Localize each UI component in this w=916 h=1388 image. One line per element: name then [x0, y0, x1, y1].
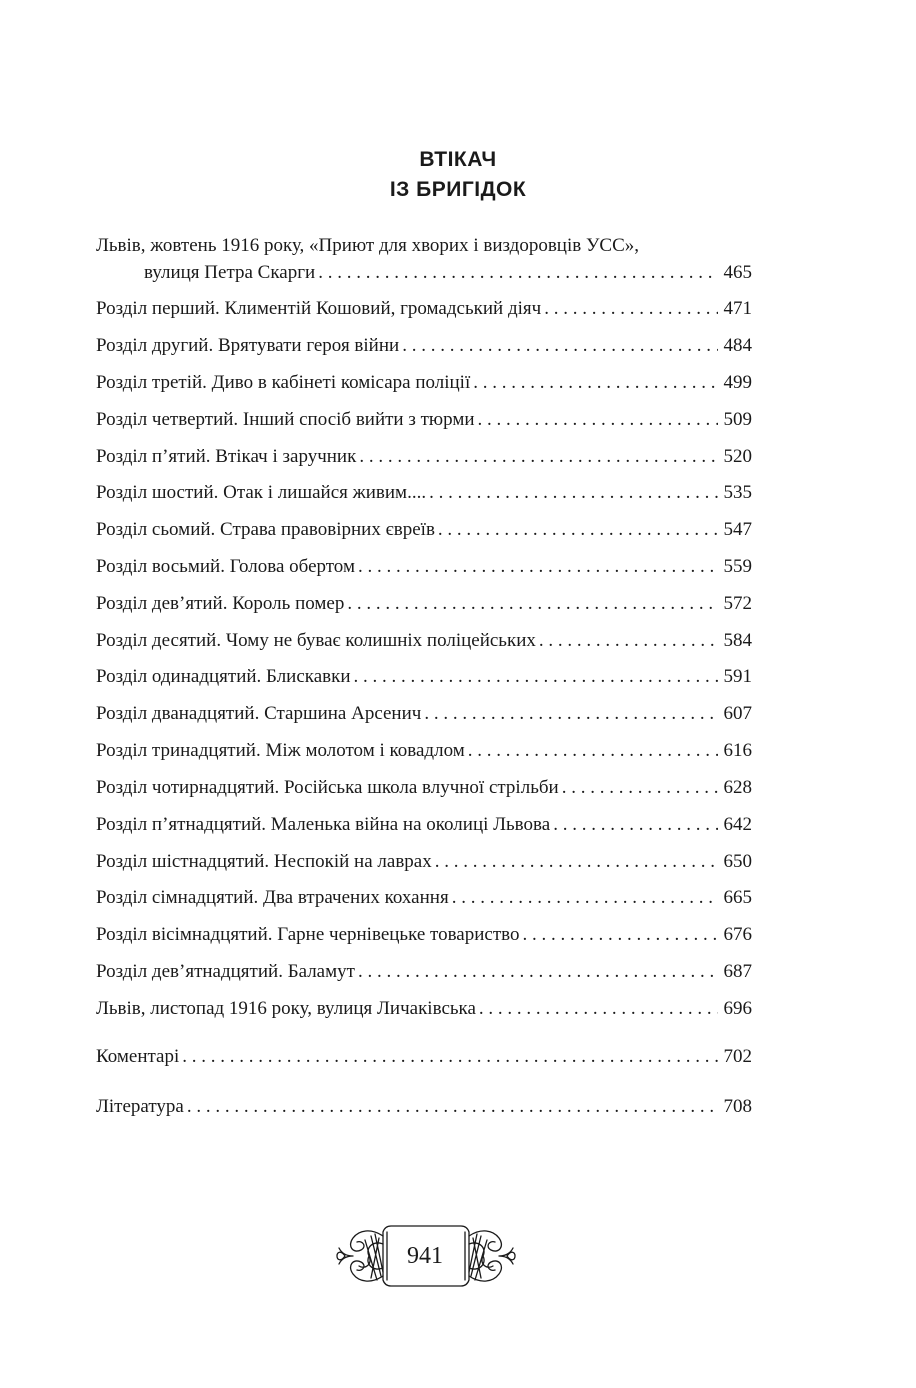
toc-entry-label: Розділ одинадцятий. Блискавки — [96, 666, 351, 687]
leader-dots — [438, 517, 718, 543]
toc-page-number: 708 — [723, 1096, 752, 1117]
leader-dots — [359, 444, 717, 470]
toc-entry-label: Розділ сьомий. Страва правовірних євреїв — [96, 519, 435, 540]
toc-page-number: 584 — [723, 630, 752, 651]
leader-dots — [182, 1044, 717, 1070]
toc-page-number: 484 — [723, 335, 752, 356]
leader-dots — [539, 628, 718, 654]
leader-dots — [473, 370, 717, 396]
toc-page-number: 628 — [723, 777, 752, 798]
section-title-line-1: ВТІКАЧ — [419, 148, 497, 171]
toc-entry[interactable] — [96, 407, 752, 433]
toc-entry-label: Розділ десятий. Чому не буває колишніх поліцейських — [96, 630, 536, 651]
toc-page-number: 509 — [723, 409, 752, 430]
toc-entry[interactable] — [96, 701, 752, 727]
toc-entry[interactable] — [96, 628, 752, 654]
toc-entry-label: Розділ третій. Диво в кабінеті комісара поліції — [96, 372, 471, 393]
toc-entry-label: Розділ чотирнадцятий. Російська школа влучної стрільби — [96, 777, 559, 798]
toc-entry[interactable] — [96, 812, 752, 838]
leader-dots — [435, 849, 718, 875]
toc-entry[interactable] — [96, 885, 752, 911]
toc-entry-label: Розділ четвертий. Інший спосіб вийти з тюрми — [96, 409, 475, 430]
page-number: 941 — [407, 1243, 443, 1269]
toc-entry-label: Львів, листопад 1916 року, вулиця Личаківська — [96, 998, 476, 1019]
toc-entry-literature[interactable] — [96, 1094, 752, 1120]
toc-entry[interactable] — [96, 296, 752, 322]
toc-page-number: 642 — [723, 814, 752, 835]
toc-entry-label: Коментарі — [96, 1046, 180, 1067]
leader-dots — [318, 260, 717, 286]
toc-page-number: 702 — [723, 1046, 752, 1067]
toc-page-number: 535 — [723, 482, 752, 503]
toc-entry[interactable] — [96, 444, 752, 470]
toc-entry[interactable] — [96, 517, 752, 543]
toc-entry-label: Розділ восьмий. Голова обертом — [96, 556, 355, 577]
toc-page-number: 559 — [723, 556, 752, 577]
toc-page-number: 591 — [723, 666, 752, 687]
toc-entry[interactable] — [96, 591, 752, 617]
toc-entry-label: Розділ перший. Климентій Кошовий, громадський діяч — [96, 298, 542, 319]
toc-page-number: 676 — [723, 924, 752, 945]
toc-entry[interactable] — [96, 959, 752, 985]
leader-dots — [402, 333, 717, 359]
toc-page-number: 696 — [723, 998, 752, 1019]
toc-entry[interactable] — [96, 333, 752, 359]
toc-entry[interactable] — [96, 664, 752, 690]
toc-entry[interactable] — [96, 849, 752, 875]
toc-page-number: 650 — [723, 851, 752, 872]
leader-dots — [429, 480, 717, 506]
toc-page-number: 607 — [723, 703, 752, 724]
toc-page-number: 665 — [723, 887, 752, 908]
toc-page-number: 465 — [723, 262, 752, 283]
toc-page-number: 520 — [723, 446, 752, 467]
toc-entry-label: Розділ дев’ятий. Король помер — [96, 593, 345, 614]
toc-entry[interactable] — [96, 480, 752, 506]
toc-entry-label: Розділ п’ятий. Втікач і заручник — [96, 446, 357, 467]
leader-dots — [478, 407, 718, 433]
toc-entry-label: Література — [96, 1096, 184, 1117]
toc-page-number: 572 — [723, 593, 752, 614]
leader-dots — [479, 996, 718, 1022]
toc-entry-label: Розділ тринадцятий. Між молотом і ковадлом — [96, 740, 465, 761]
toc-entry-label: Розділ сімнадцятий. Два втрачених кохання — [96, 887, 449, 908]
toc-page-number: 547 — [723, 519, 752, 540]
leader-dots — [522, 922, 717, 948]
leader-dots — [468, 738, 718, 764]
section-title-line-2: ІЗ БРИГІДОК — [389, 178, 527, 201]
toc-page-number: 471 — [723, 298, 752, 319]
toc-entry[interactable] — [96, 554, 752, 580]
leader-dots — [424, 701, 717, 727]
toc-entry-label: Розділ другий. Врятувати героя війни — [96, 335, 400, 356]
leader-dots — [358, 959, 718, 985]
leader-dots — [354, 664, 718, 690]
toc-entry[interactable] — [96, 922, 752, 948]
toc-entry[interactable] — [96, 996, 752, 1022]
leader-dots — [187, 1094, 718, 1120]
toc-entry[interactable] — [96, 738, 752, 764]
toc-entry-label: Розділ шістнадцятий. Неспокій на лаврах — [96, 851, 432, 872]
leader-dots — [544, 296, 717, 322]
toc-entry-label: Розділ дев’ятнадцятий. Баламут — [96, 961, 355, 982]
toc-page-number: 616 — [723, 740, 752, 761]
leader-dots — [562, 775, 718, 801]
toc-entry-label: Розділ п’ятнадцятий. Маленька війна на околиці Львова — [96, 814, 551, 835]
toc-entry-label: Розділ вісімнадцятий. Гарне чернівецьке товариство — [96, 924, 520, 945]
toc-entry[interactable] — [96, 370, 752, 396]
toc-entry-label: Розділ шостий. Отак і лишайся живим.... — [96, 482, 427, 503]
leader-dots — [347, 591, 717, 617]
toc-page-number: 687 — [723, 961, 752, 982]
toc-entry-intro-line-1: Львів, жовтень 1916 року, «Приют для хворих і виздоровців УСС», — [96, 235, 640, 256]
leader-dots — [358, 554, 718, 580]
toc-entry-label: Розділ дванадцятий. Старшина Арсенич — [96, 703, 422, 724]
leader-dots — [553, 812, 717, 838]
toc-entry-intro[interactable] — [96, 233, 752, 286]
toc-entry[interactable] — [96, 775, 752, 801]
toc-page-number: 499 — [723, 372, 752, 393]
leader-dots — [452, 885, 718, 911]
table-of-contents — [96, 0, 752, 1388]
toc-entry-intro-line-2: вулиця Петра Скарги — [144, 262, 316, 283]
toc-entry-commentary[interactable] — [96, 1044, 752, 1070]
